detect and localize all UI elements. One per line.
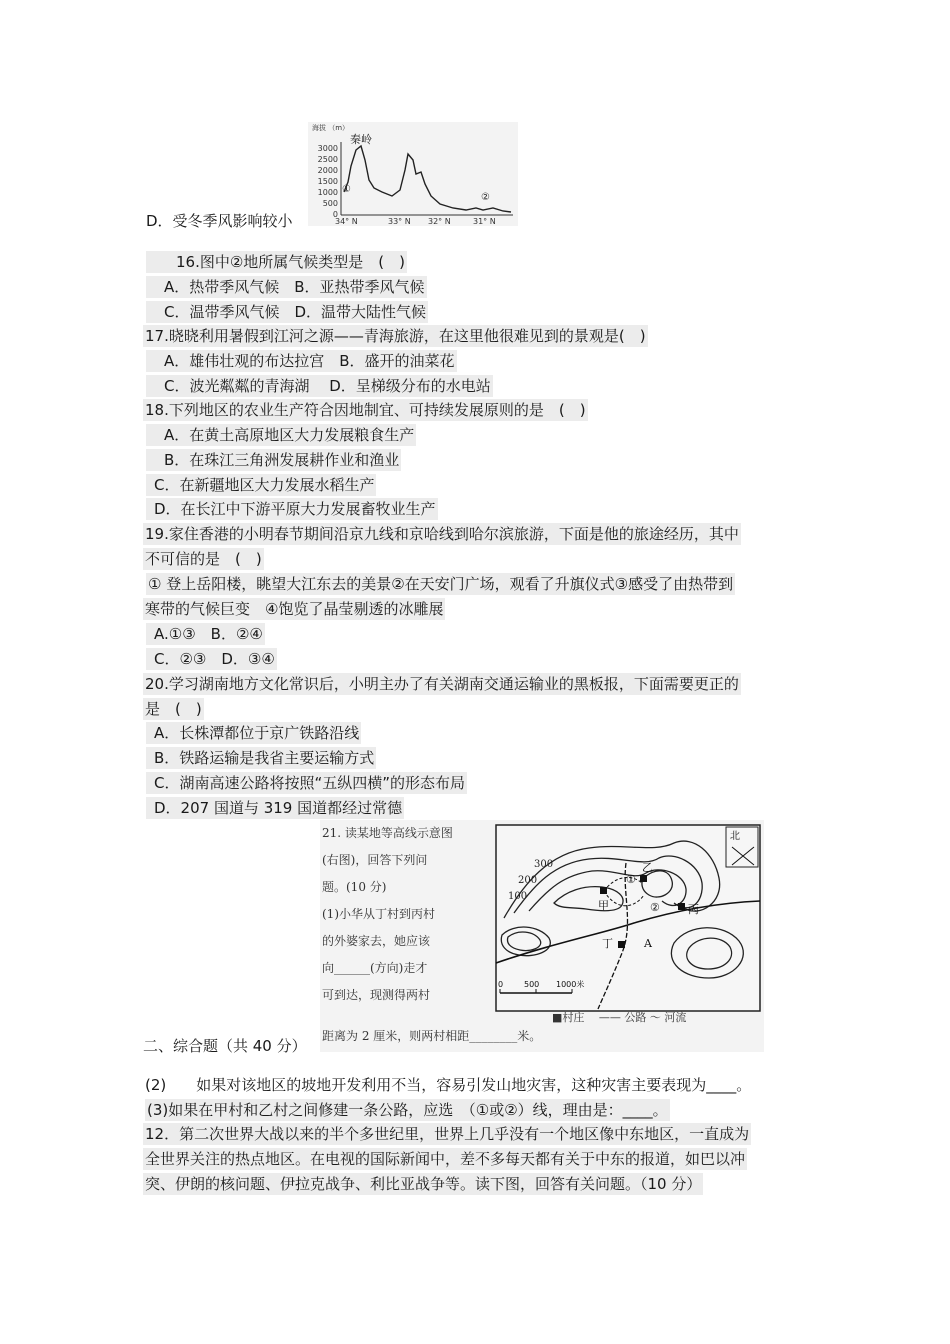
chart-title: 秦岭 (350, 133, 372, 146)
q20-option-c: C．湖南高速公路将按照“五纵四横”的形态布局 (146, 772, 467, 794)
route-mark-1: ① (626, 873, 636, 886)
q16-options-ab: A．热带季风气候 B．亚热带季风气候 (146, 276, 427, 298)
q21-part-2: (2) 如果对该地区的坡地开发利用不当，容易引发山地灾害，这种灾害主要表现为____。 (145, 1076, 752, 1094)
qinling-profile-figure (308, 122, 518, 226)
point-label-2: ② (481, 192, 490, 203)
y-unit-label: 海拔 （m） (312, 124, 350, 132)
y-tick: 3000 (317, 144, 338, 153)
q18-option-b: B．在珠江三角洲发展耕作业和渔业 (146, 449, 401, 471)
y-tick: 0 (332, 210, 338, 219)
q18-option-c: C．在新疆地区大力发展水稻生产 (146, 474, 376, 496)
legend-river: ～ 河流 (649, 1011, 687, 1024)
village-label-ding: 丁 (602, 937, 613, 950)
q19-items-line2: 寒带的气候巨变 ④饱览了晶莹剔透的冰雕展 (145, 600, 444, 618)
point-label-1: ① (342, 184, 351, 195)
q20-option-b: B．铁路运输是我省主要运输方式 (146, 747, 376, 769)
route-mark-2: ② (650, 901, 660, 914)
map-legend (552, 1004, 686, 1031)
q15-option-d: D．受冬季风影响较小 (146, 212, 293, 230)
legend-village: ■村庄 (552, 1011, 585, 1024)
q18-option-a: A．在黄土高原地区大力发展粮食生产 (146, 424, 416, 446)
contour-label: 300 (534, 859, 554, 870)
x-tick: 32° N (428, 217, 451, 226)
q21-figure-text-5: 的外婆家去，她应该 (322, 934, 431, 948)
q17-options-ab: A．雄伟壮观的布达拉宫 B．盛开的油菜花 (146, 350, 457, 372)
q19-options-ab: A.①③ B．②④ (146, 623, 265, 645)
contour-label: 100 (508, 891, 528, 902)
q21-contour-figure (320, 820, 764, 1052)
village-marker (640, 875, 647, 882)
x-tick: 34° N (335, 217, 358, 226)
village-marker (678, 903, 685, 910)
q19-options-cd: C．②③ D．③④ (146, 648, 277, 670)
village-marker (618, 941, 625, 948)
scale-tick: 0 (498, 980, 504, 989)
q17-stem: 17.晓晓利用暑假到江河之源——青海旅游，在这里他很难见到的景观是( ) (145, 327, 646, 345)
north-label: 北 (730, 831, 740, 842)
section-2-heading: 二、综合题（共 40 分） (143, 1037, 307, 1055)
village-label-bing: 丙 (688, 903, 699, 916)
village-label-yi: 乙 (642, 861, 653, 874)
village-label-jia: 甲 (598, 899, 609, 912)
q18-stem: 18.下列地区的农业生产符合因地制宜、可持续发展原则的是 ( ) (145, 401, 586, 419)
q12-line1: 12．第二次世界大战以来的半个多世纪里，世界上几乎没有一个地区像中东地区，一直成为 (145, 1125, 750, 1143)
q19-items-line1: ① 登上岳阳楼，眺望大江东去的美景②在天安门广场，观看了升旗仪式③感受了由热带到 (148, 575, 734, 593)
q12-line3: 突、伊朗的核问题、伊拉克战争、利比亚战争等。读下图，回答有关问题。（10 分） (145, 1175, 702, 1193)
y-tick: 2000 (317, 166, 338, 175)
scale-tick: 1000米 (556, 980, 585, 989)
q17-options-cd: C．波光粼粼的青海湖 D．呈梯级分布的水电站 (146, 375, 493, 397)
q20-stem-line1: 20.学习湖南地方文化常识后，小明主办了有关湖南交通运输业的黑板报，下面需要更正的 (145, 675, 739, 693)
q20-stem-line2: 是 ( ) (145, 700, 202, 718)
contour-label: 200 (518, 875, 538, 886)
q18-option-d: D．在长江中下游平原大力发展畜牧业生产 (146, 498, 438, 520)
q12-line2: 全世界关注的热点地区。在电视的国际新闻中，差不多每天都有关于中东的报道，如巴以冲 (145, 1150, 746, 1168)
y-tick: 1000 (317, 188, 338, 197)
y-tick: 2500 (317, 155, 338, 164)
q21-figure-text-4: (1)小华从丁村到丙村 (322, 907, 435, 921)
q21-figure-text-3: 题。(10 分) (322, 880, 387, 894)
scale-tick: 500 (524, 980, 540, 989)
y-tick: 500 (322, 199, 338, 208)
q19-stem-line1: 19.家住香港的小明春节期间沿京九线和京哈线到哈尔滨旅游，下面是他的旅途经历，其中 (145, 525, 739, 543)
q16-stem: 16.图中②地所属气候类型是 ( ) (146, 251, 407, 273)
contour-map (494, 823, 762, 1013)
q21-figure-text-8: 距离为 2 厘米，则两村相距________米。 (322, 1029, 542, 1043)
village-marker (600, 887, 607, 894)
x-tick: 31° N (473, 217, 496, 226)
q21-figure-text-2: (右图)，回答下列问 (322, 853, 428, 867)
q21-figure-text-7: 可到达，现测得两村 (322, 988, 431, 1002)
q20-option-a: A．长株潭都位于京广铁路沿线 (146, 722, 361, 744)
q21-figure-text-1: 21. 读某地等高线示意图 (322, 826, 453, 840)
q19-stem-line2: 不可信的是 ( ) (145, 550, 262, 568)
x-tick: 33° N (388, 217, 411, 226)
q16-options-cd: C．温带季风气候 D．温带大陆性气候 (146, 301, 428, 323)
legend-road: —— 公路 (598, 1011, 647, 1024)
point-mark-a: A (644, 937, 652, 950)
y-tick: 1500 (317, 177, 338, 186)
q20-option-d: D．207 国道与 319 国道都经过常德 (146, 797, 404, 819)
q21-figure-text-6: 向______(方向)走才 (322, 961, 428, 975)
q21-part-3: (3)如果在甲村和乙村之间修建一条公路，应选 （①或②）线，理由是：____。 (147, 1101, 668, 1119)
